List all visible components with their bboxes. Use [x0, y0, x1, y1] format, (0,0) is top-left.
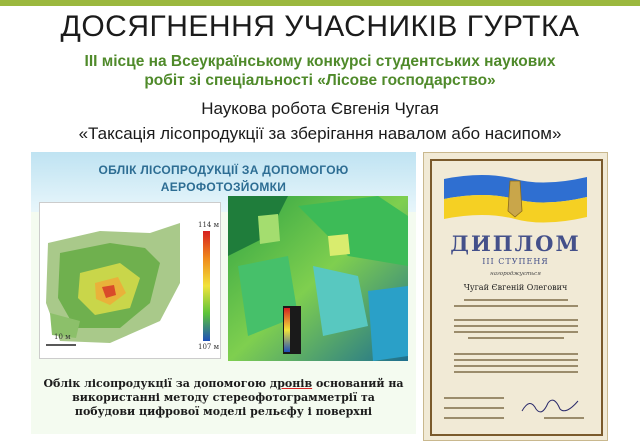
- diploma-text-line: [454, 305, 578, 307]
- diploma-text-line: [468, 337, 564, 339]
- diploma-recipient-name: Чугай Євгеній Олегович: [463, 283, 568, 292]
- caption-text-underlined: дронів: [269, 377, 313, 390]
- poster-caption-line-2: використанні методу стереофотограмметрії та: [72, 391, 375, 404]
- poster-caption-line-3: побудови цифрової моделі рельєфу і поверхні: [74, 405, 373, 418]
- poster-title: [31, 162, 416, 196]
- diploma-text-line: [444, 407, 504, 409]
- diploma-image: [423, 152, 608, 441]
- diploma-text-line: [454, 325, 578, 327]
- caption-text-b: оснований на: [312, 377, 404, 390]
- subtitle-line-2: робіт зі спеціальності «Лісове господарство»: [144, 72, 496, 89]
- surface-model-map: [228, 196, 408, 361]
- diploma-heading: ДИПЛОМ: [450, 231, 581, 256]
- subtitle-line-1: ІІІ місце на Всеукраїнському конкурсі студентських наукових: [84, 53, 556, 70]
- scale-label: 10 м: [54, 333, 71, 341]
- diploma-text-line: [454, 359, 578, 361]
- author-line: Наукова робота Євгенія Чугая: [201, 99, 439, 118]
- diploma-text-line: [454, 353, 578, 355]
- colorbar-bottom-label: 107 м: [198, 343, 220, 351]
- diploma-text-line: [454, 331, 578, 333]
- poster-caption-line-1: [31, 377, 416, 391]
- diploma-text-line: [454, 365, 578, 367]
- trident-icon: [508, 181, 522, 217]
- diploma-awarded-label: нагороджується: [490, 271, 541, 277]
- diploma-text-line: [444, 397, 504, 399]
- work-title: «Таксація лісопродукції за зберігання навалом або насипом»: [78, 124, 562, 143]
- diploma-grade: ІІІ СТУПЕНЯ: [482, 257, 549, 266]
- caption-text-a: Облік лісопродукції за допомогою: [43, 377, 270, 390]
- slide-title: ДОСЯГНЕННЯ УЧАСНИКІВ ГУРТКА: [60, 10, 580, 43]
- signature-graphic: [520, 395, 580, 417]
- diploma-text-line: [544, 417, 584, 419]
- diploma-text-line: [454, 319, 578, 321]
- poster-title-line-1: ОБЛІК ЛІСОПРОДУКЦІЇ ЗА ДОПОМОГОЮ: [98, 163, 349, 177]
- poster-image: [31, 152, 416, 434]
- elevation-colorbar: [203, 231, 210, 341]
- slide-subtitle: [10, 52, 630, 90]
- aerial-photo-map: [39, 202, 221, 359]
- surface-model-graphic: [228, 196, 408, 361]
- colorbar-top-label: 114 м: [198, 221, 220, 229]
- diploma-text-line: [444, 417, 504, 419]
- diploma-text-line: [464, 299, 568, 301]
- top-accent-bar: [0, 0, 640, 6]
- poster-caption: [31, 377, 416, 419]
- ukraine-flag-graphic: [424, 171, 607, 225]
- diploma-text-line: [454, 371, 578, 373]
- poster-title-line-2: АЕРОФОТОЗЙОМКИ: [160, 180, 287, 194]
